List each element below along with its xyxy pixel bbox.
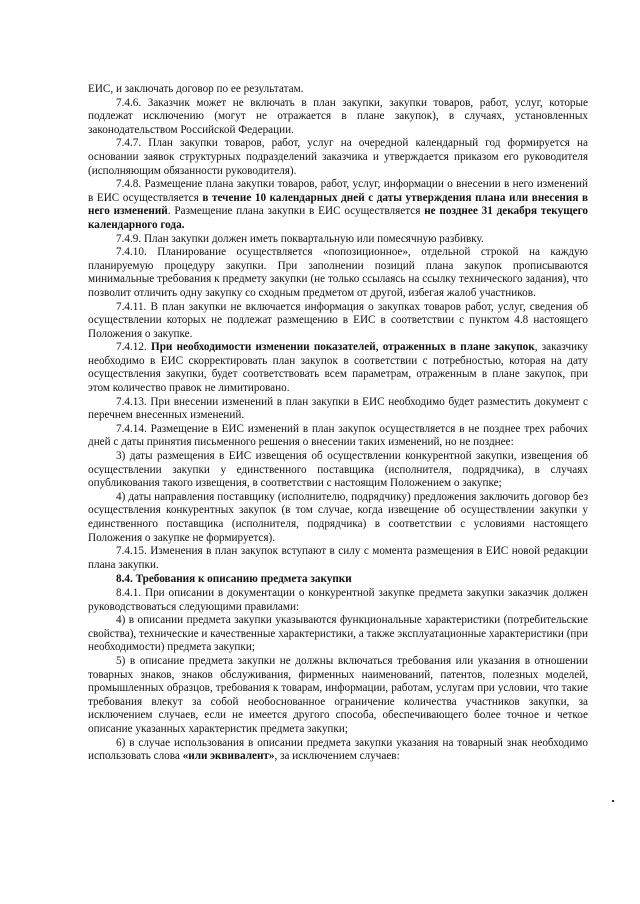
- bold-text-run: «или эквивалент»: [182, 750, 275, 763]
- paragraph-intro: ЕИС, и заключать договор по ее результатам.: [88, 83, 304, 95]
- paragraph-8-4-1: 8.4.1. При описании в документации о конкурентной закупке предмета закупки заказчик должен руководствоваться следующими правилами:: [88, 586, 588, 613]
- bold-text-run: в течение 10 календарных дней с даты утверждения плана или внесения в него изменений: [88, 191, 588, 218]
- rule-item-6: [88, 737, 588, 764]
- paragraph-7-4-9: 7.4.9. План закупки должен иметь поквартальную или помесячную разбивку.: [116, 232, 484, 245]
- scan-speck: [612, 800, 614, 802]
- text-run: , заказчику необходимо в ЕИС скорректировать план закупок в соответствии с потребностью, которая на дату осуществления закупки, будет соответствовать всем параметрам, отраженным в плане закупок, при этом количество правок не лимитировано.: [88, 341, 589, 395]
- list-item-3: 3) даты размещения в ЕИС извещения об осуществлении конкурентной закупки, извещения об осуществлении закупки у единственного поставщика (исполнителя, подрядчика), в случаях опубликования такого извещения, в соответствии с настоящим Положением о закупке;: [88, 450, 588, 490]
- paragraph-7-4-12: [88, 341, 588, 395]
- paragraph-7-4-13: 7.4.13. При внесении изменений в план закупки в ЕИС необходимо будет разместить документ с перечнем внесенных изменений.: [88, 395, 588, 422]
- paragraph-7-4-6: 7.4.6. Заказчик может не включать в план закупки, закупки товаров, работ, услуг, которые подлежат исключению (могут не отражается в плане закупок), в случаях, установленных законодательством Российской Федерации.: [88, 96, 588, 136]
- text-run: . Размещение плана закупки в ЕИС осуществляется: [167, 205, 425, 218]
- paragraph-7-4-10: 7.4.10. Планирование осуществляется «попозиционное», отдельной строкой на каждую планируемую процедуру закупки. При заполнении позиций плана закупок прописываются минимальные требования к предмету закупки (не только ссылаясь на ссылку технического задания), что позволит отличить одну закупку со сходным предметом от другой, избегая жалоб участников.: [88, 246, 588, 299]
- bold-text-run: не позднее 31 декабря текущего календарного года.: [88, 205, 588, 231]
- text-run: , за исключением случаев:: [274, 750, 400, 763]
- rule-item-4: 4) в описании предмета закупки указываются функциональные характеристики (потребительские свойства), технические и качественные характеристики, а также эксплуатационные характеристики (при необходимости) предмета закупки;: [88, 614, 588, 654]
- text-run: 7.4.12.: [116, 341, 151, 354]
- document-body: [88, 83, 588, 764]
- bold-text-run: При необходимости изменении показателей, отраженных в плане закупок: [151, 341, 535, 354]
- text-run: 6) в случае использования в описании предмета закупки указания на товарный знак необходимо использовать слова: [88, 736, 588, 763]
- list-item-4: 4) даты направления поставщику (исполнителю, подрядчику) предложения заключить договор без осуществления конкурентных закупок (в том случае, когда извещение об осуществлении закупки у единственного поставщика (исполнителя, подрядчика) в соответствии с условиями настоящего Положения о закупке не формируется).: [88, 490, 588, 544]
- paragraph-7-4-7: 7.4.7. План закупки товаров, работ, услуг на очередной календарный год формируется на основании заявок структурных подразделений заказчика и утверждается приказом его руководителя (исполняющим обязанности руководителя).: [88, 137, 588, 177]
- paragraph-7-4-14: 7.4.14. Размещение в ЕИС изменений в план закупок осуществляется в не позднее трех рабочих дней с даты принятия письменного решения о внесении таких изменений, но не позднее:: [88, 422, 588, 449]
- section-heading-8-4: 8.4. Требования к описанию предмета закупки: [116, 573, 352, 586]
- paragraph-7-4-8: [88, 178, 588, 232]
- rule-item-5: 5) в описание предмета закупки не должны включаться требования или указания в отношении товарных знаков, знаков обслуживания, фирменных наименований, патентов, полезных моделей, промышленных образцов, требования к товарам, информации, работам, услугам при условии, что такие требования влекут за собой необоснованное ограничение количества участников закупки, за исключением случаев, если не имеется другого способа, обеспечивающего более точное и четкое описание указанных характеристик предмета закупки;: [88, 654, 588, 735]
- paragraph-7-4-15: 7.4.15. Изменения в план закупок вступают в силу с момента размещения в ЕИС новой редакции плана закупки.: [88, 545, 588, 571]
- text-run: 7.4.8. Размещение плана закупки товаров, работ, услуг, информации о внесении в него изменений в ЕИС осуществляется: [88, 178, 588, 204]
- paragraph-7-4-11: 7.4.11. В план закупки не включается информация о закупках товаров работ, услуг, сведения об осуществлении которых не подлежат размещению в ЕИС в соответствии с пунктом 4.8 настоящего Положения о закупке.: [88, 300, 588, 340]
